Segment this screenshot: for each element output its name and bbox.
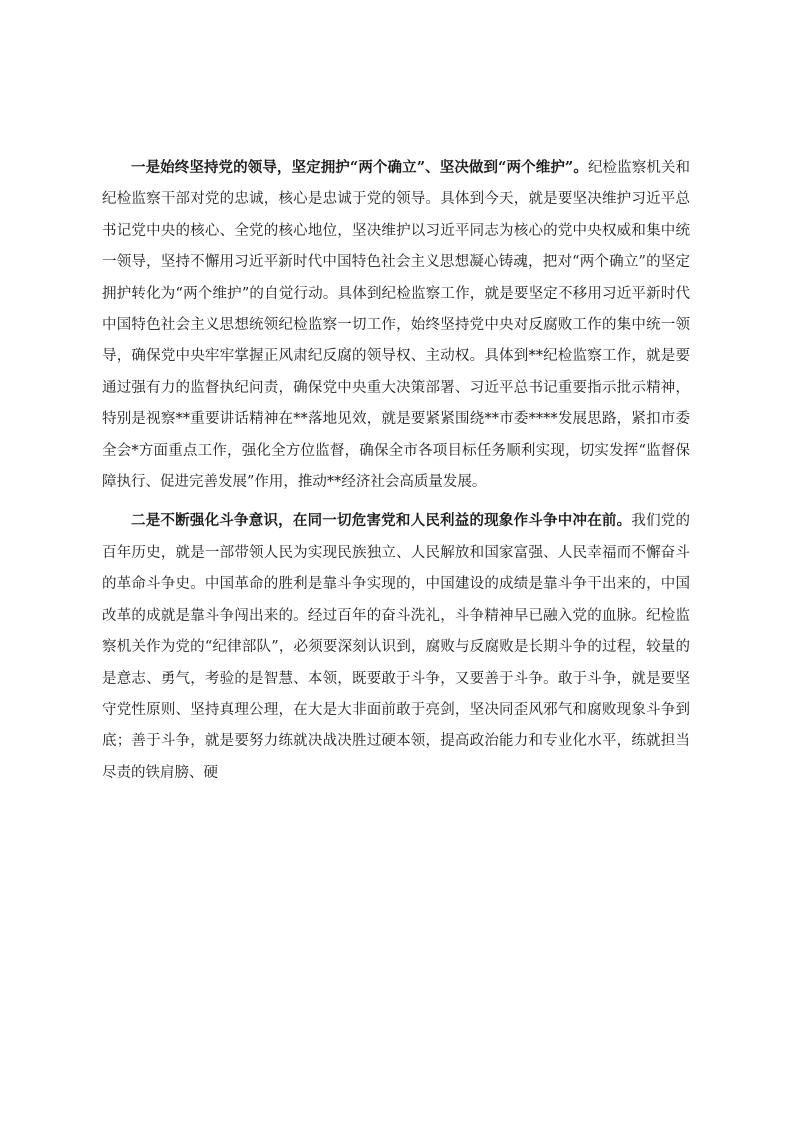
paragraph-2-lead: 二是不断强化斗争意识，在同一切危害党和人民利益的现象作斗争中冲在前。 — [131, 512, 632, 530]
paragraph-1-lead: 一是始终坚持党的领导，坚定拥护“两个确立”、坚决做到“两个维护”。 — [131, 159, 588, 176]
paragraph-1 — [102, 152, 690, 498]
document-body — [102, 152, 690, 796]
paragraph-2-body: 我们党的百年历史，就是一部带领人民为实现民族独立、人民解放和国家富强、人民幸福而不懈奋斗的革命斗争史。中国革命的胜利是靠斗争实现的，中国建设的成绩是靠斗争干出来的，中国改革的成就是靠斗争闯出来的。经过百年的奋斗洗礼，斗争精神早已融入党的血脉。纪检监察机关作为党的“纪律部队”，必须要深刻认识到，腐败与反腐败是长期斗争的过程，较量的是意志、勇气，考验的是智慧、本领，既要敢于斗争，又要善于斗争。敢于斗争，就是要坚守党性原则、坚持真理公理，在大是大非面前敢于亮剑，坚决同歪风邪气和腐败现象斗争到底；善于斗争，就是要努力练就决战决胜过硬本领，提高政治能力和专业化水平，练就担当尽责的铁肩膀、硬 — [102, 513, 691, 781]
paragraph-2 — [102, 505, 690, 789]
paragraph-1-body: 纪检监察机关和纪检监察干部对党的忠诚，核心是忠诚于党的领导。具体到今天，就是要坚决维护习近平总书记党中央的核心、全党的核心地位，坚决维护以习近平同志为核心的党中央权威和集中统一领导，坚持不懈用习近平新时代中国特色社会主义思想凝心铸魂，把对“两个确立”的坚定拥护转化为“两个维护”的自觉行动。具体到纪检监察工作，就是要坚定不移用习近平新时代中国特色社会主义思想统领纪检监察一切工作，始终坚持党中央对反腐败工作的集中统一领导，确保党中央牢牢掌握正风肃纪反腐的领导权、主动权。具体到**纪检监察工作，就是要通过强有力的监督执纪问责，确保党中央重大决策部署、习近平总书记重要指示批示精神，特别是视察**重要讲话精神在**落地见效，就是要紧紧围绕**市委****发展思路，紧扣市委全会*方面重点工作，强化全方位监督，确保全市各项目标任务顺利实现，切实发挥“监督保障执行、促进完善发展”作用，推动**经济社会高质量发展。 — [102, 160, 691, 491]
